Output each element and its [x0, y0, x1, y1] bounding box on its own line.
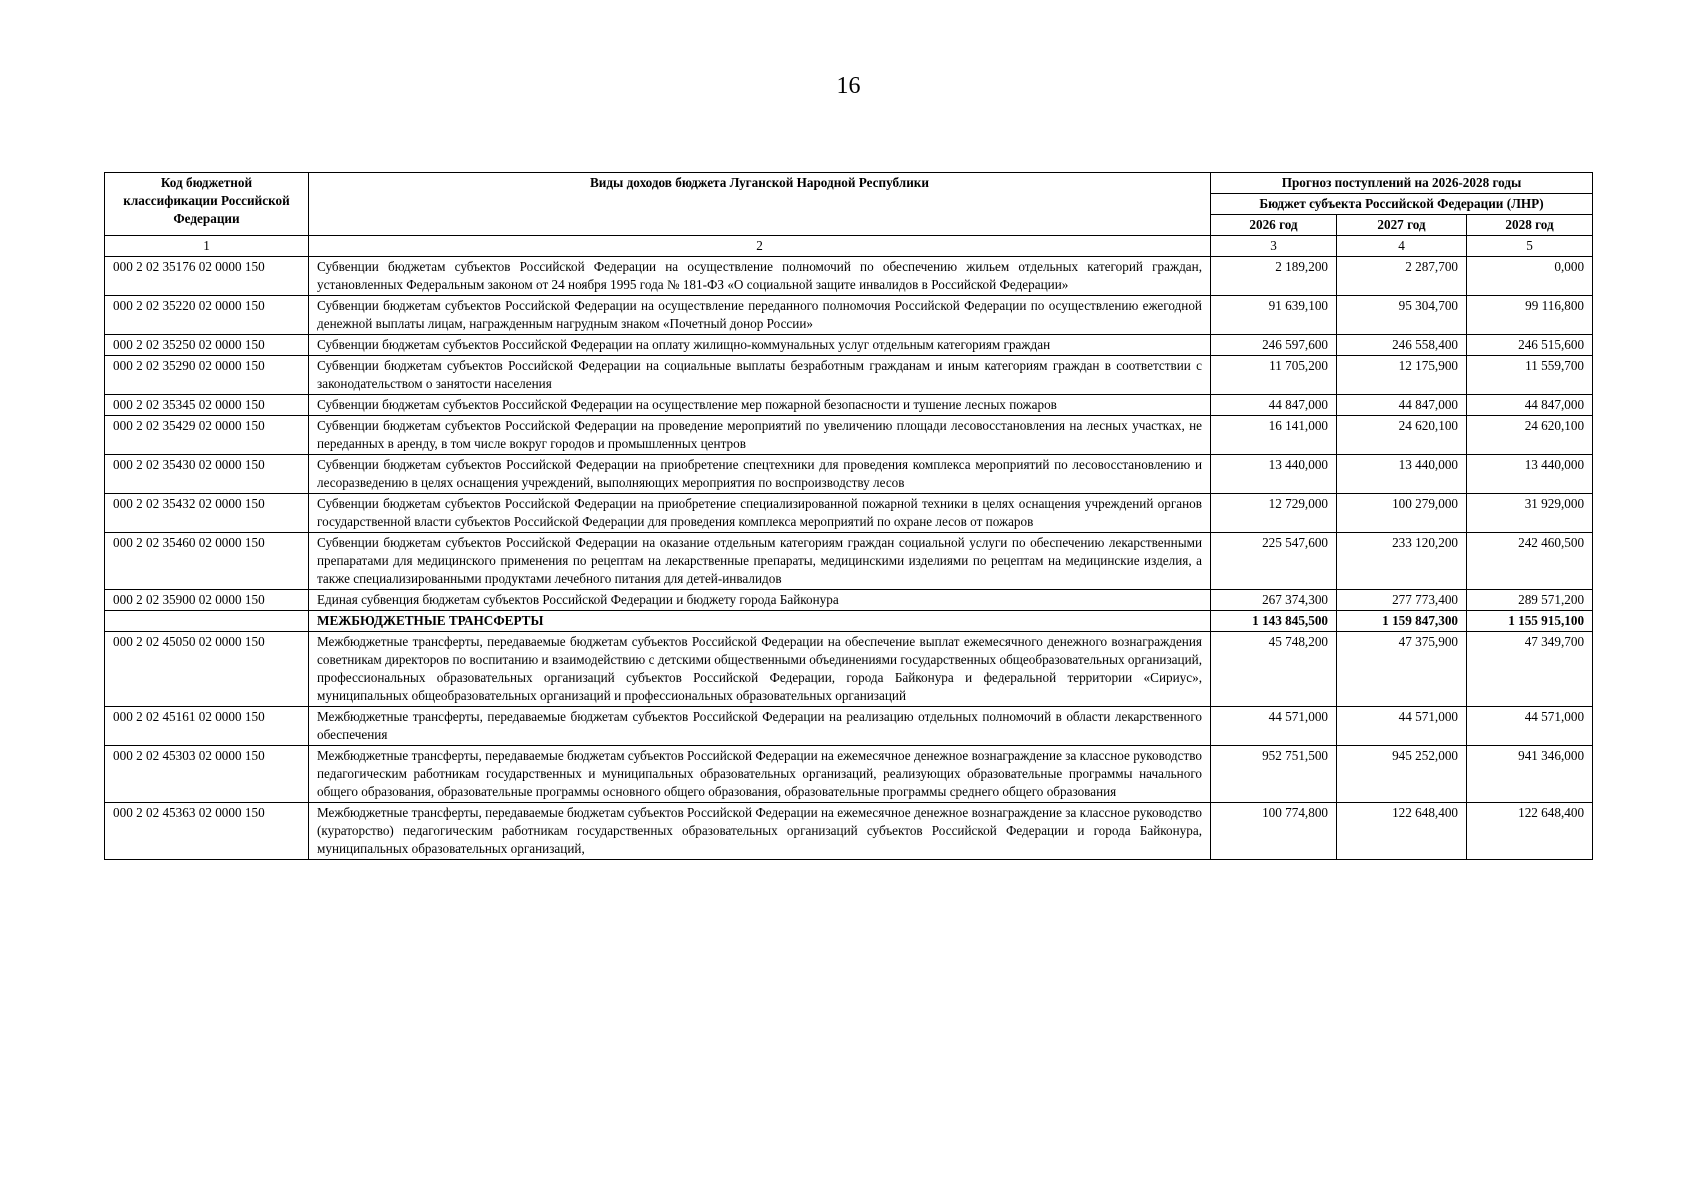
value-2028: 47 349,700 — [1467, 632, 1593, 707]
page-number: 16 — [836, 73, 861, 99]
value-2028: 242 460,500 — [1467, 533, 1593, 590]
budget-code: 000 2 02 35220 02 0000 150 — [105, 296, 309, 335]
revenue-description: Единая субвенция бюджетам субъектов Российской Федерации и бюджету города Байконура — [309, 590, 1211, 611]
value-2027: 246 558,400 — [1337, 335, 1467, 356]
budget-code: 000 2 02 45050 02 0000 150 — [105, 632, 309, 707]
value-2026: 44 847,000 — [1211, 395, 1337, 416]
value-2027: 44 571,000 — [1337, 707, 1467, 746]
value-2028: 0,000 — [1467, 257, 1593, 296]
value-2026: 16 141,000 — [1211, 416, 1337, 455]
table-row — [105, 455, 1593, 494]
value-2027: 24 620,100 — [1337, 416, 1467, 455]
header-year-2027: 2027 год — [1337, 215, 1467, 236]
revenue-description: Межбюджетные трансферты, передаваемые бюджетам субъектов Российской Федерации на ежемесячное денежное вознаграждение за классное руководство педагогическим работникам государственных и муниципальных образовательных организаций, реализующих образовательные программы начального общего образования, образовательные программы основного общего образования, образовательные программы среднего общего образования — [309, 746, 1211, 803]
budget-code: 000 2 02 35432 02 0000 150 — [105, 494, 309, 533]
column-number: 4 — [1337, 236, 1467, 257]
budget-code: 000 2 02 35460 02 0000 150 — [105, 533, 309, 590]
column-number: 5 — [1467, 236, 1593, 257]
value-2026: 44 571,000 — [1211, 707, 1337, 746]
table-row — [105, 533, 1593, 590]
value-2028: 246 515,600 — [1467, 335, 1593, 356]
value-2026: 13 440,000 — [1211, 455, 1337, 494]
value-2027: 233 120,200 — [1337, 533, 1467, 590]
budget-code: 000 2 02 35176 02 0000 150 — [105, 257, 309, 296]
value-2028: 122 648,400 — [1467, 803, 1593, 860]
total-2026: 1 143 845,500 — [1211, 611, 1337, 632]
value-2027: 100 279,000 — [1337, 494, 1467, 533]
revenue-description: Субвенции бюджетам субъектов Российской Федерации на оказание отдельным категориям граждан социальной услуги по обеспечению лекарственными препаратами для медицинского применения по рецептам на лекарственные препараты, медицинскими изделиями по рецептам на медицинские изделия, а также специализированными продуктами лечебного питания для детей-инвалидов — [309, 533, 1211, 590]
value-2027: 95 304,700 — [1337, 296, 1467, 335]
value-2028: 44 847,000 — [1467, 395, 1593, 416]
table-row — [105, 416, 1593, 455]
column-number-row — [105, 236, 1593, 257]
value-2026: 225 547,600 — [1211, 533, 1337, 590]
revenue-description: Субвенции бюджетам субъектов Российской Федерации на приобретение спецтехники для проведения комплекса мероприятий по лесовосстановлению и лесоразведению в целях оснащения учреждений, выполняющих мероприятия по воспроизводству лесов — [309, 455, 1211, 494]
value-2027: 122 648,400 — [1337, 803, 1467, 860]
value-2028: 11 559,700 — [1467, 356, 1593, 395]
value-2027: 12 175,900 — [1337, 356, 1467, 395]
budget-revenue-table — [104, 172, 1593, 860]
table-row — [105, 395, 1593, 416]
revenue-description: Межбюджетные трансферты, передаваемые бюджетам субъектов Российской Федерации на реализацию отдельных полномочий в области лекарственного обеспечения — [309, 707, 1211, 746]
value-2027: 13 440,000 — [1337, 455, 1467, 494]
budget-code: 000 2 02 35429 02 0000 150 — [105, 416, 309, 455]
value-2027: 44 847,000 — [1337, 395, 1467, 416]
budget-code: 000 2 02 35290 02 0000 150 — [105, 356, 309, 395]
value-2027: 945 252,000 — [1337, 746, 1467, 803]
value-2026: 100 774,800 — [1211, 803, 1337, 860]
revenue-description: Субвенции бюджетам субъектов Российской Федерации на проведение мероприятий по увеличению площади лесовосстановления на лесных участках, не переданных в аренду, в том числе вокруг городов и промышленных центров — [309, 416, 1211, 455]
header-code-column: Код бюджетной классификации Российской Федерации — [105, 173, 309, 236]
table-row — [105, 296, 1593, 335]
header-kind-column: Виды доходов бюджета Луганской Народной Республики — [309, 173, 1211, 236]
value-2027: 277 773,400 — [1337, 590, 1467, 611]
revenue-description: Субвенции бюджетам субъектов Российской Федерации на осуществление мер пожарной безопасности и тушение лесных пожаров — [309, 395, 1211, 416]
header-budget: Бюджет субъекта Российской Федерации (ЛНР) — [1211, 194, 1593, 215]
budget-code: 000 2 02 35430 02 0000 150 — [105, 455, 309, 494]
section-title: МЕЖБЮДЖЕТНЫЕ ТРАНСФЕРТЫ — [309, 611, 1211, 632]
column-number: 2 — [309, 236, 1211, 257]
section-total-row — [105, 611, 1593, 632]
budget-code: 000 2 02 35900 02 0000 150 — [105, 590, 309, 611]
table-row — [105, 494, 1593, 533]
table-row — [105, 803, 1593, 860]
value-2028: 289 571,200 — [1467, 590, 1593, 611]
budget-code: 000 2 02 35345 02 0000 150 — [105, 395, 309, 416]
table-row — [105, 590, 1593, 611]
budget-code: 000 2 02 35250 02 0000 150 — [105, 335, 309, 356]
header-year-2026: 2026 год — [1211, 215, 1337, 236]
revenue-description: Субвенции бюджетам субъектов Российской Федерации на осуществление полномочий по обеспечению жильем отдельных категорий граждан, установленных Федеральным законом от 24 ноября 1995 года № 181-ФЗ «О социальной защите инвалидов в Российской Федерации» — [309, 257, 1211, 296]
table-row — [105, 707, 1593, 746]
table-row — [105, 257, 1593, 296]
value-2027: 47 375,900 — [1337, 632, 1467, 707]
value-2026: 91 639,100 — [1211, 296, 1337, 335]
revenue-description: Межбюджетные трансферты, передаваемые бюджетам субъектов Российской Федерации на обеспечение выплат ежемесячного денежного вознаграждения советникам директоров по воспитанию и взаимодействию с детскими общественными объединениями государственных общеобразовательных организаций, профессиональных образовательных организаций субъектов Российской Федерации, города Байконура и федеральной территории «Сириус», муниципальных общеобразовательных организаций и профессиональных образовательных организаций — [309, 632, 1211, 707]
value-2028: 44 571,000 — [1467, 707, 1593, 746]
value-2028: 941 346,000 — [1467, 746, 1593, 803]
table-row — [105, 746, 1593, 803]
value-2026: 2 189,200 — [1211, 257, 1337, 296]
header-forecast: Прогноз поступлений на 2026-2028 годы — [1211, 173, 1593, 194]
value-2028: 31 929,000 — [1467, 494, 1593, 533]
budget-code: 000 2 02 45303 02 0000 150 — [105, 746, 309, 803]
table-row — [105, 632, 1593, 707]
revenue-description: Субвенции бюджетам субъектов Российской Федерации на осуществление переданного полномочия Российской Федерации по осуществлению ежегодной денежной выплаты лицам, награжденным нагрудным знаком «Почетный донор России» — [309, 296, 1211, 335]
value-2026: 246 597,600 — [1211, 335, 1337, 356]
table-row — [105, 356, 1593, 395]
revenue-description: Субвенции бюджетам субъектов Российской Федерации на оплату жилищно-коммунальных услуг отдельным категориям граждан — [309, 335, 1211, 356]
revenue-description: Субвенции бюджетам субъектов Российской Федерации на приобретение специализированной пожарной техники в целях оснащения учреждений органов государственной власти субъектов Российской Федерации для проведения комплекса мероприятий по охране лесов от пожаров — [309, 494, 1211, 533]
value-2026: 12 729,000 — [1211, 494, 1337, 533]
total-2028: 1 155 915,100 — [1467, 611, 1593, 632]
column-number: 3 — [1211, 236, 1337, 257]
total-2027: 1 159 847,300 — [1337, 611, 1467, 632]
value-2028: 24 620,100 — [1467, 416, 1593, 455]
revenue-description: Межбюджетные трансферты, передаваемые бюджетам субъектов Российской Федерации на ежемесячное денежное вознаграждение за классное руководство (кураторство) педагогическим работникам государственных образовательных организаций субъектов Российской Федерации и города Байконура, муниципальных образовательных организаций, — [309, 803, 1211, 860]
value-2028: 13 440,000 — [1467, 455, 1593, 494]
value-2027: 2 287,700 — [1337, 257, 1467, 296]
value-2026: 11 705,200 — [1211, 356, 1337, 395]
value-2028: 99 116,800 — [1467, 296, 1593, 335]
revenue-description: Субвенции бюджетам субъектов Российской Федерации на социальные выплаты безработным гражданам и иным категориям граждан в соответствии с законодательством о занятости населения — [309, 356, 1211, 395]
budget-code: 000 2 02 45363 02 0000 150 — [105, 803, 309, 860]
column-number: 1 — [105, 236, 309, 257]
table-row — [105, 335, 1593, 356]
header-year-2028: 2028 год — [1467, 215, 1593, 236]
value-2026: 952 751,500 — [1211, 746, 1337, 803]
value-2026: 267 374,300 — [1211, 590, 1337, 611]
budget-code: 000 2 02 45161 02 0000 150 — [105, 707, 309, 746]
value-2026: 45 748,200 — [1211, 632, 1337, 707]
budget-code — [105, 611, 309, 632]
